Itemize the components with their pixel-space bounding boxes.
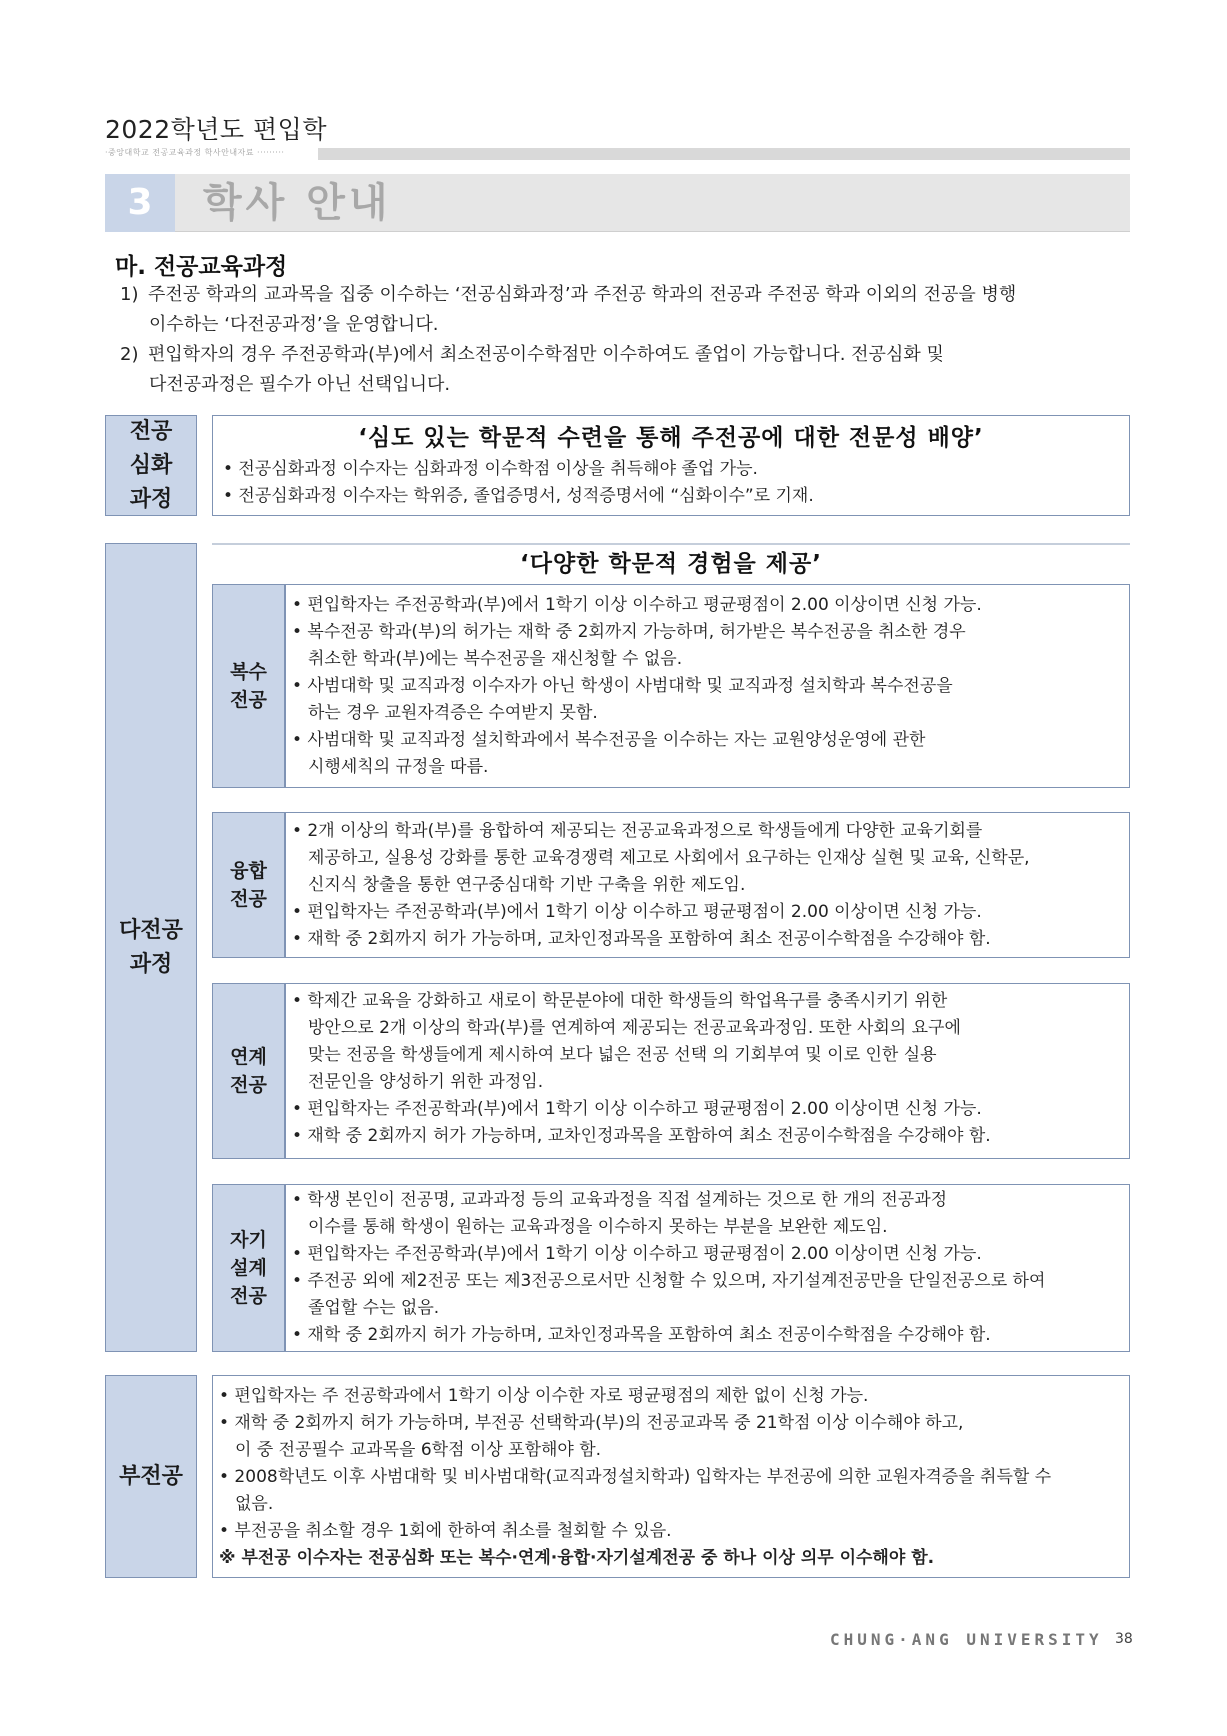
- notice-line: ※ 부전공 이수자는 전공심화 또는 복수·연계·융합·자기설계전공 중 하나 이상 의무 이수해야 함.: [219, 1548, 935, 1568]
- bullet-line: 이수를 통해 학생이 원하는 교육과정을 이수하지 못하는 부분을 보완한 제도임.: [308, 1217, 888, 1237]
- label-line: 과정: [129, 951, 173, 977]
- bullet-line: 취소한 학과(부)에는 복수전공을 재신청할 수 없음.: [308, 649, 683, 669]
- bullet-line: • 편입학자는 주전공학과(부)에서 1학기 이상 이수하고 평균평점이 2.00 이상이면 신청 가능.: [292, 1099, 982, 1119]
- bullet-line: • 재학 중 2회까지 허가 가능하며, 교차인정과목을 포함하여 최소 전공이수학점을 수강해야 함.: [292, 929, 991, 949]
- bullet-line: 방안으로 2개 이상의 학과(부)를 연계하여 제공되는 전공교육과정임. 또한 사회의 요구에: [308, 1018, 961, 1038]
- section-number: 3: [105, 174, 175, 232]
- bullet-line: • 학제간 교육을 강화하고 새로이 학문분야에 대한 학생들의 학업욕구를 충족시키기 위한: [292, 991, 948, 1011]
- header-rule: [318, 148, 1130, 160]
- bullet-line: • 재학 중 2회까지 허가 가능하며, 부전공 선택학과(부)의 전공교과목 중 21학점 이상 이수해야 하고,: [219, 1413, 964, 1433]
- multi-major-title: ‘다양한 학문적 경험을 제공’: [520, 551, 822, 577]
- intro-number: 1): [120, 284, 139, 305]
- bullet-line: • 복수전공 학과(부)의 허가는 재학 중 2회까지 가능하며, 허가받은 복수전공을 취소한 경우: [292, 622, 966, 642]
- bullet-line: 신지식 창출을 통한 연구중심대학 기반 구축을 위한 제도임.: [308, 875, 746, 895]
- linked-major-box: [285, 983, 1130, 1159]
- minor-box: [212, 1375, 1130, 1578]
- label-line: 전공: [230, 1285, 267, 1307]
- bullet-line: • 편입학자는 주 전공학과에서 1학기 이상 이수한 자로 평균평점의 제한 없이 신청 가능.: [219, 1386, 869, 1406]
- section-banner: [105, 174, 1130, 232]
- intro-item-1: [120, 280, 1016, 340]
- label-line: 심화: [129, 452, 173, 478]
- fusion-major-label: [212, 812, 285, 958]
- bullet-line: 시행세칙의 규정을 따름.: [308, 757, 489, 777]
- label-line: 전공: [230, 1074, 267, 1096]
- bullet-line: • 재학 중 2회까지 허가 가능하며, 교차인정과목을 포함하여 최소 전공이수학점을 수강해야 함.: [292, 1325, 991, 1345]
- label-line: 복수: [230, 661, 267, 683]
- label-line: 부전공: [119, 1463, 183, 1489]
- bullet-line: 제공하고, 실용성 강화를 통한 교육경쟁력 제고로 사회에서 요구하는 인재상 실현 및 교육, 신학문,: [308, 848, 1030, 868]
- label-line: 전공: [230, 689, 267, 711]
- bullet-line: 맞는 전공을 학생들에게 제시하여 보다 넓은 전공 선택 의 기회부여 및 이로 인한 실용: [308, 1045, 937, 1065]
- bullet-line: • 편입학자는 주전공학과(부)에서 1학기 이상 이수하고 평균평점이 2.00 이상이면 신청 가능.: [292, 595, 982, 615]
- bullet-line: • 재학 중 2회까지 허가 가능하며, 교차인정과목을 포함하여 최소 전공이수학점을 수강해야 함.: [292, 1126, 991, 1146]
- bullet-line: • 학생 본인이 전공명, 교과과정 등의 교육과정을 직접 설계하는 것으로 한 개의 전공과정: [292, 1190, 948, 1210]
- label-line: 연계: [230, 1046, 267, 1068]
- minor-label: [105, 1375, 197, 1578]
- bullet-line: • 주전공 외에 제2전공 또는 제3전공으로서만 신청할 수 있으며, 자기설계전공만을 단일전공으로 하여: [292, 1271, 1046, 1291]
- fusion-major-box: [285, 812, 1130, 958]
- deep-course-title: ‘심도 있는 학문적 수련을 통해 주전공에 대한 전문성 배양’: [358, 425, 984, 451]
- bullet-line: 졸업할 수는 없음.: [308, 1298, 440, 1318]
- page-number: 38: [1115, 1631, 1133, 1647]
- label-line: 전공: [230, 888, 267, 910]
- bullet-line: 이 중 전공필수 교과목을 6학점 이상 포함해야 함.: [235, 1440, 602, 1460]
- deep-course-box: [212, 415, 1130, 516]
- bullet-line: • 사범대학 및 교직과정 이수자가 아닌 학생이 사범대학 및 교직과정 설치학과 복수전공을: [292, 676, 953, 696]
- multi-major-label: [105, 543, 197, 1352]
- self-designed-major-label: [212, 1184, 285, 1352]
- multi-major-rule: [212, 543, 1130, 545]
- subsection-heading: 마. 전공교육과정: [115, 254, 288, 280]
- bullet-line: • 편입학자는 주전공학과(부)에서 1학기 이상 이수하고 평균평점이 2.00 이상이면 신청 가능.: [292, 1244, 982, 1264]
- bullet-line: 없음.: [235, 1494, 274, 1514]
- bullet-line: • 2008학년도 이후 사범대학 및 비사범대학(교직과정설치학과) 입학자는 부전공에 의한 교원자격증을 취득할 수: [219, 1467, 1052, 1487]
- intro-number: 2): [120, 344, 139, 365]
- university-wordmark: CHUNG·ANG UNIVERSITY: [830, 1630, 1103, 1649]
- document-title: 2022학년도 편입학: [105, 115, 327, 144]
- label-line: 다전공: [119, 917, 183, 943]
- label-line: 전공: [129, 418, 173, 444]
- linked-major-label: [212, 983, 285, 1159]
- header-subtext: ·중앙대학교 전공교육과정 학사안내자료 ·········: [105, 148, 285, 157]
- bullet-line: • 부전공을 취소할 경우 1회에 한하여 취소를 철회할 수 있음.: [219, 1521, 672, 1541]
- intro-line: 주전공 학과의 교과목을 집중 이수하는 ‘전공심화과정’과 주전공 학과의 전공과 주전공 학과 이외의 전공을 병행: [148, 284, 1017, 305]
- bullet-line: • 사범대학 및 교직과정 설치학과에서 복수전공을 이수하는 자는 교원양성운영에 관한: [292, 730, 926, 750]
- label-line: 융합: [230, 860, 267, 882]
- bullet-line: • 전공심화과정 이수자는 심화과정 이수학점 이상을 취득해야 졸업 가능.: [223, 459, 758, 479]
- bullet-line: • 2개 이상의 학과(부)를 융합하여 제공되는 전공교육과정으로 학생들에게 다양한 교육기회를: [292, 821, 983, 841]
- double-major-box: [285, 584, 1130, 788]
- label-line: 설계: [230, 1257, 267, 1279]
- bullet-line: • 전공심화과정 이수자는 학위증, 졸업증명서, 성적증명서에 “심화이수”로 기재.: [223, 486, 814, 506]
- label-line: 자기: [230, 1229, 267, 1251]
- bullet-line: 하는 경우 교원자격증은 수여받지 못함.: [308, 703, 598, 723]
- deep-course-label: [105, 415, 197, 516]
- intro-item-2: [120, 340, 944, 400]
- bullet-line: • 편입학자는 주전공학과(부)에서 1학기 이상 이수하고 평균평점이 2.00 이상이면 신청 가능.: [292, 902, 982, 922]
- double-major-label: [212, 584, 285, 788]
- intro-line: 다전공과정은 필수가 아닌 선택입니다.: [149, 374, 451, 395]
- intro-line: 편입학자의 경우 주전공학과(부)에서 최소전공이수학점만 이수하여도 졸업이 가능합니다. 전공심화 및: [148, 344, 944, 365]
- label-line: 과정: [129, 486, 173, 512]
- bullet-line: 전문인을 양성하기 위한 과정임.: [308, 1072, 544, 1092]
- section-title: 학사 안내: [203, 180, 392, 226]
- intro-line: 이수하는 ‘다전공과정’을 운영합니다.: [149, 314, 439, 335]
- self-designed-major-box: [285, 1184, 1130, 1352]
